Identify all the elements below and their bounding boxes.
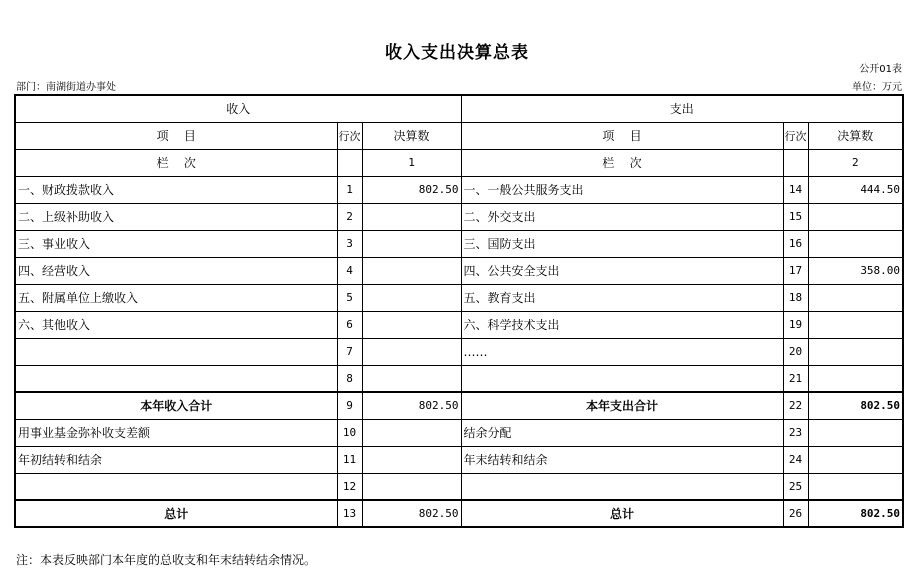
income-amount [362, 311, 461, 338]
expense-line-no: 25 [783, 473, 808, 500]
expense-item: 三、国防支出 [461, 230, 783, 257]
expense-item: …… [461, 338, 783, 365]
expense-line-no: 21 [783, 365, 808, 392]
income-subtotal-amount: 802.50 [362, 392, 461, 419]
department-label: 部门：南湖街道办事处 [16, 82, 116, 93]
expense-line-no: 18 [783, 284, 808, 311]
expense-amount [808, 311, 903, 338]
income-expense-table [14, 94, 904, 528]
income-column-number: 1 [362, 149, 461, 176]
income-item: 六、其他收入 [15, 311, 337, 338]
income-amount [362, 473, 461, 500]
income-line-no: 6 [337, 311, 362, 338]
expense-column-label-blank [783, 149, 808, 176]
expense-column-number: 2 [808, 149, 903, 176]
income-line-no: 1 [337, 176, 362, 203]
expense-line-no: 15 [783, 203, 808, 230]
table-row [15, 419, 903, 446]
income-item: 年初结转和结余 [15, 446, 337, 473]
income-amount [362, 338, 461, 365]
income-amount [362, 419, 461, 446]
income-column-label: 栏 次 [15, 149, 337, 176]
form-code: 公开01表 [859, 64, 902, 75]
income-line-no: 2 [337, 203, 362, 230]
income-item: 用事业基金弥补收支差额 [15, 419, 337, 446]
expense-item: 年末结转和结余 [461, 446, 783, 473]
table-row [15, 284, 903, 311]
expense-amount [808, 230, 903, 257]
income-amount [362, 446, 461, 473]
expense-total-label: 总计 [461, 500, 783, 527]
income-amount [362, 284, 461, 311]
income-line-no: 10 [337, 419, 362, 446]
expense-amount [808, 284, 903, 311]
expense-subtotal-label: 本年支出合计 [461, 392, 783, 419]
expense-line-no: 24 [783, 446, 808, 473]
report-title: 收入支出决算总表 [385, 43, 529, 63]
income-line-no-header: 行次 [337, 122, 362, 149]
income-total-label: 总计 [15, 500, 337, 527]
expense-item: 四、公共安全支出 [461, 257, 783, 284]
expense-line-no: 23 [783, 419, 808, 446]
table-row [15, 257, 903, 284]
table-row [15, 230, 903, 257]
expense-amount [808, 419, 903, 446]
income-line-no: 13 [337, 500, 362, 527]
expense-amount [808, 365, 903, 392]
income-amount-header: 决算数 [362, 122, 461, 149]
income-item: 二、上级补助收入 [15, 203, 337, 230]
total-row [15, 500, 903, 527]
expense-amount [808, 338, 903, 365]
income-item: 三、事业收入 [15, 230, 337, 257]
income-item-header: 项 目 [15, 122, 337, 149]
income-amount [362, 203, 461, 230]
expense-item: 二、外交支出 [461, 203, 783, 230]
income-item [15, 365, 337, 392]
expense-amount [808, 203, 903, 230]
expense-item-header: 项 目 [461, 122, 783, 149]
expense-line-no-header: 行次 [783, 122, 808, 149]
expense-amount-header: 决算数 [808, 122, 903, 149]
expense-line-no: 16 [783, 230, 808, 257]
expense-amount [808, 473, 903, 500]
income-item [15, 338, 337, 365]
income-section-header: 收入 [15, 95, 461, 122]
income-item: 五、附属单位上缴收入 [15, 284, 337, 311]
income-column-label-blank [337, 149, 362, 176]
income-line-no: 3 [337, 230, 362, 257]
income-amount [362, 230, 461, 257]
table-row [15, 176, 903, 203]
expense-item: 六、科学技术支出 [461, 311, 783, 338]
table-row [15, 446, 903, 473]
income-item: 一、财政拨款收入 [15, 176, 337, 203]
expense-item: 一、一般公共服务支出 [461, 176, 783, 203]
income-amount [362, 365, 461, 392]
expense-line-no: 14 [783, 176, 808, 203]
income-item: 四、经营收入 [15, 257, 337, 284]
income-line-no: 12 [337, 473, 362, 500]
income-item [15, 473, 337, 500]
income-amount [362, 257, 461, 284]
table-row [15, 338, 903, 365]
table-row [15, 203, 903, 230]
income-amount: 802.50 [362, 176, 461, 203]
table-row [15, 473, 903, 500]
expense-item [461, 473, 783, 500]
income-line-no: 4 [337, 257, 362, 284]
income-line-no: 8 [337, 365, 362, 392]
income-line-no: 11 [337, 446, 362, 473]
expense-amount: 444.50 [808, 176, 903, 203]
income-total-amount: 802.50 [362, 500, 461, 527]
section-header-row [15, 95, 903, 122]
expense-column-label: 栏 次 [461, 149, 783, 176]
unit-label: 单位：万元 [852, 82, 902, 93]
expense-item: 结余分配 [461, 419, 783, 446]
expense-item: 五、教育支出 [461, 284, 783, 311]
income-line-no: 7 [337, 338, 362, 365]
table-row [15, 311, 903, 338]
expense-amount: 358.00 [808, 257, 903, 284]
subtotal-row [15, 392, 903, 419]
table-row [15, 365, 903, 392]
expense-subtotal-amount: 802.50 [808, 392, 903, 419]
income-line-no: 9 [337, 392, 362, 419]
expense-line-no: 20 [783, 338, 808, 365]
expense-line-no: 17 [783, 257, 808, 284]
expense-section-header: 支出 [461, 95, 903, 122]
column-header-row [15, 122, 903, 149]
income-subtotal-label: 本年收入合计 [15, 392, 337, 419]
expense-amount [808, 446, 903, 473]
expense-line-no: 22 [783, 392, 808, 419]
expense-total-amount: 802.50 [808, 500, 903, 527]
expense-line-no: 19 [783, 311, 808, 338]
footnote: 注：本表反映部门本年度的总收支和年末结转结余情况。 [16, 553, 317, 567]
column-number-row [15, 149, 903, 176]
income-line-no: 5 [337, 284, 362, 311]
expense-line-no: 26 [783, 500, 808, 527]
expense-item [461, 365, 783, 392]
